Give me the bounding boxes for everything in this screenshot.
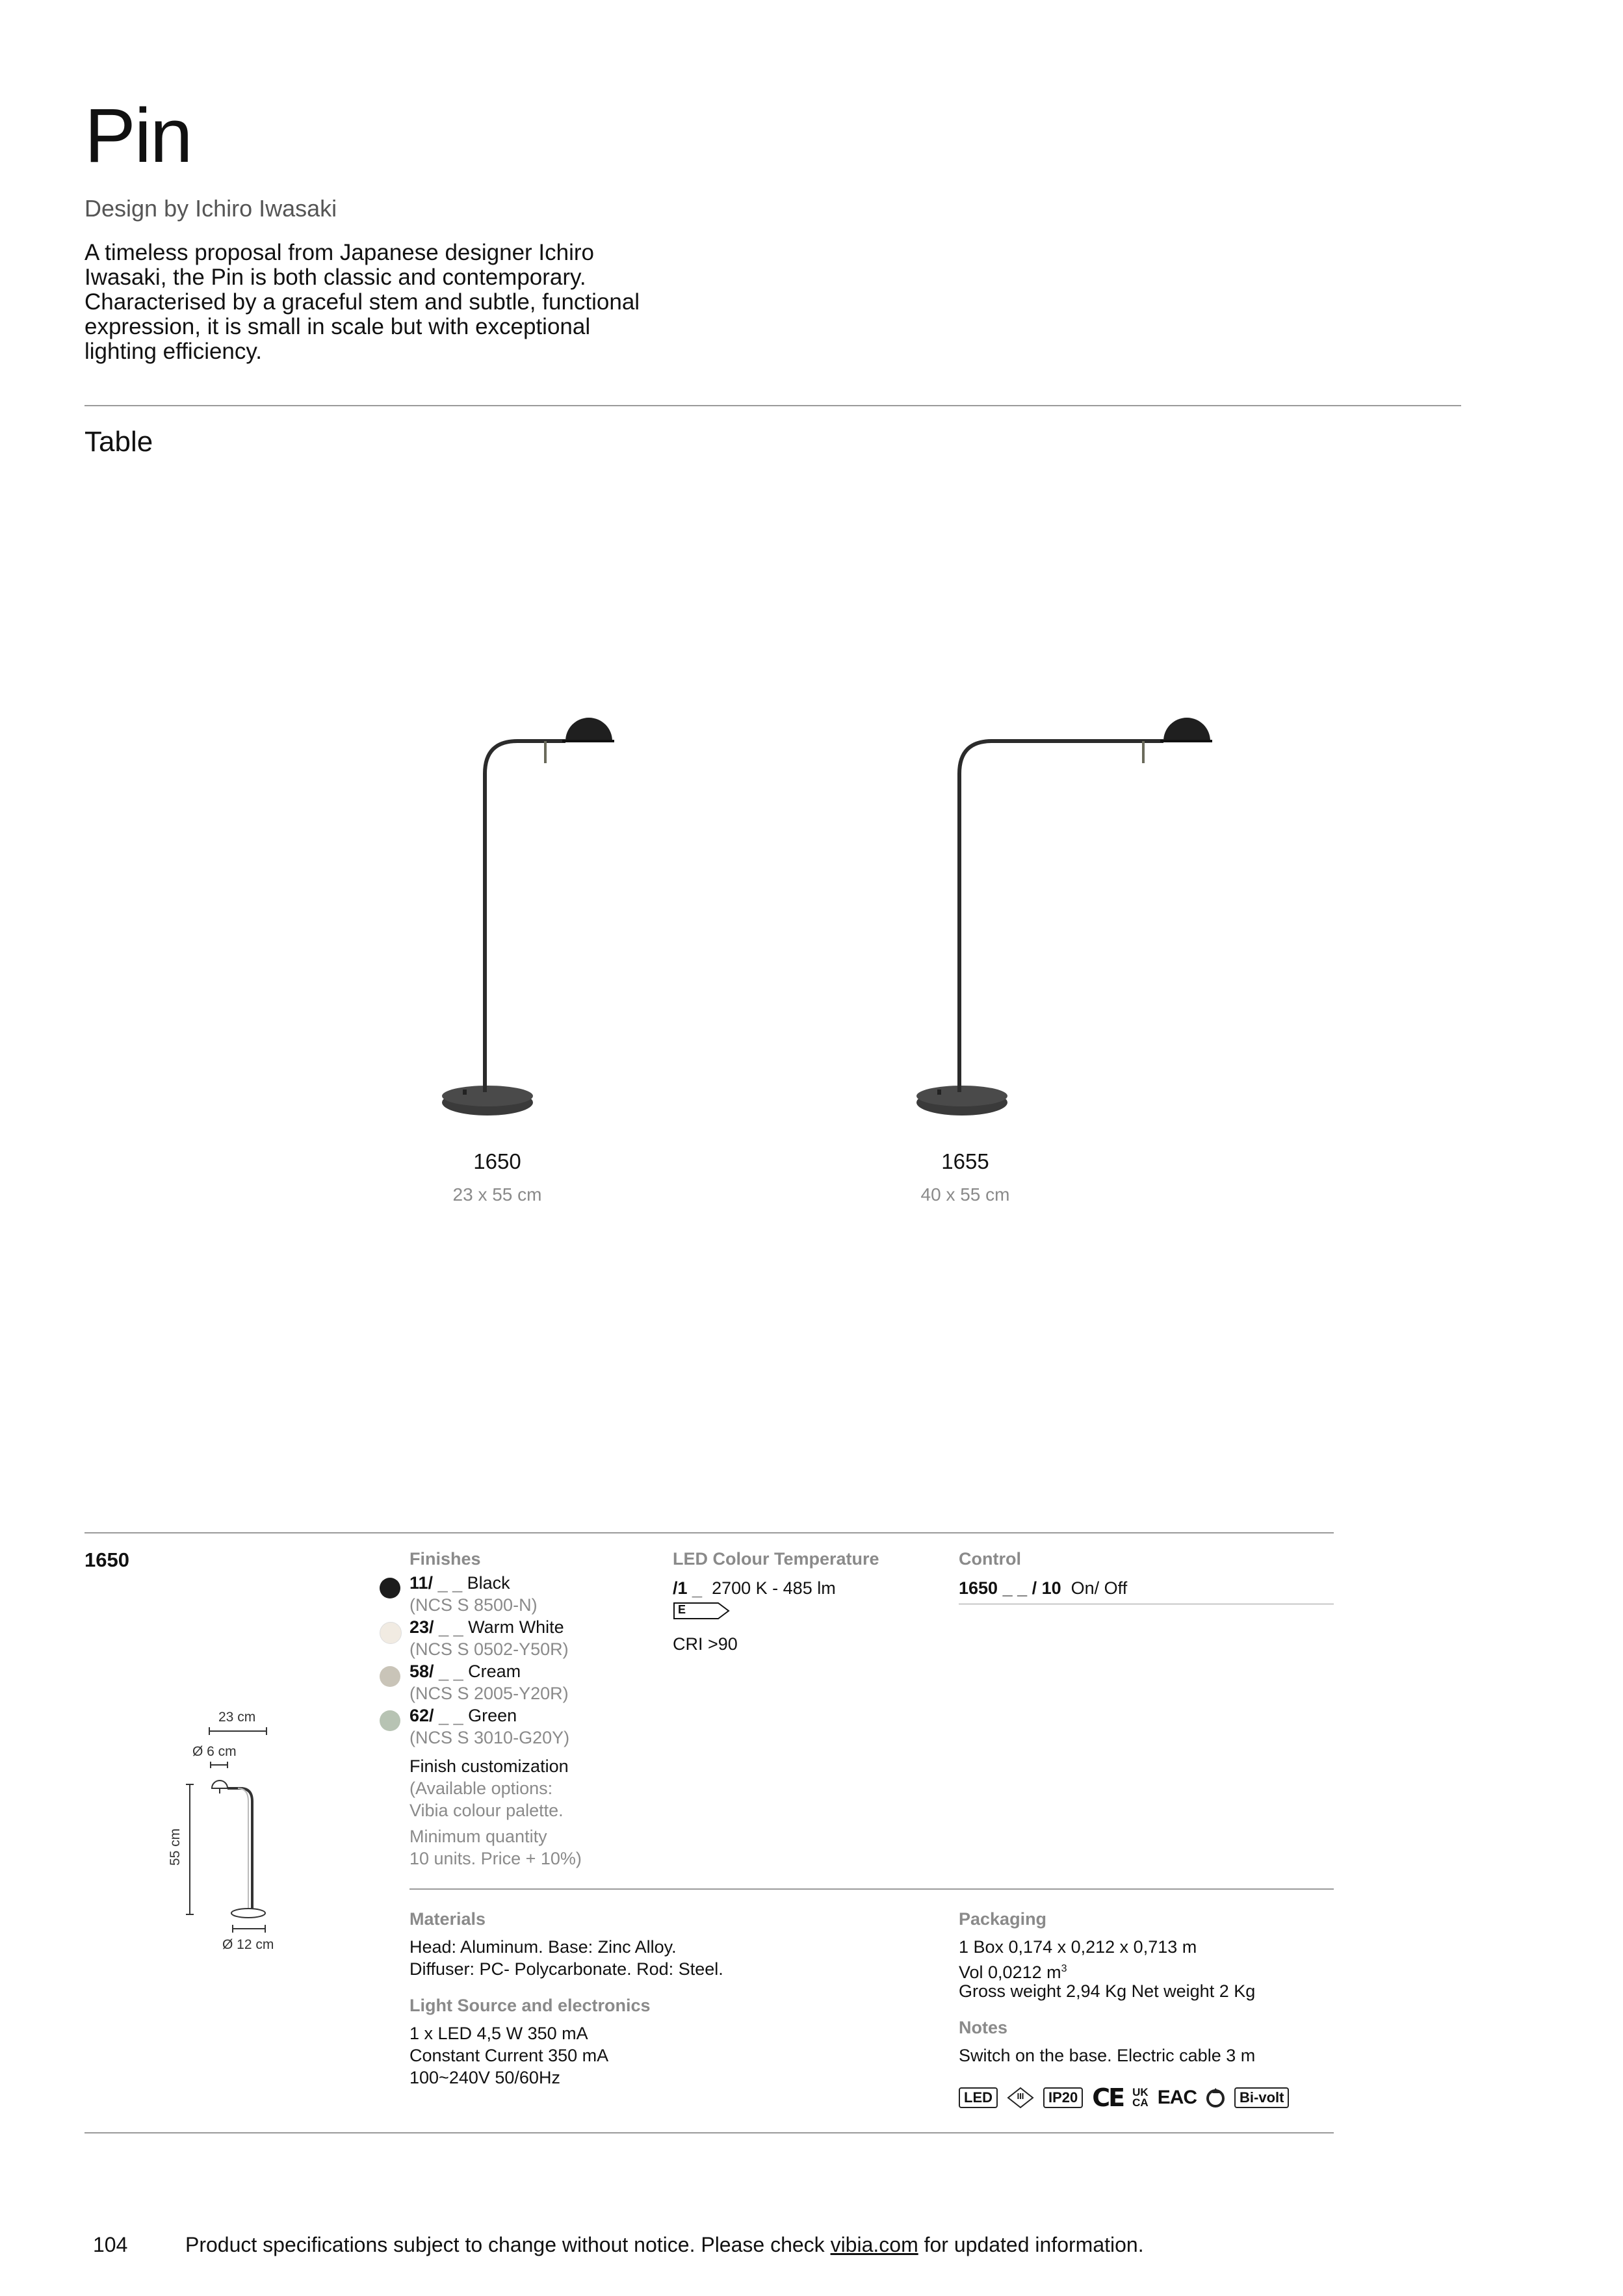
minimum-quantity-line1: Minimum quantity: [409, 1827, 547, 1846]
recycling-icon: [1206, 2087, 1225, 2109]
finish-warm-white-ncs: (NCS S 0502-Y50R): [409, 1639, 569, 1659]
finish-warm-white: [409, 1616, 564, 1638]
spec-product-code: 1650: [84, 1548, 129, 1571]
product-1655-code: 1655: [941, 1149, 989, 1173]
materials-line2: Diffuser: PC- Polycarbonate. Rod: Steel.: [409, 1959, 723, 1979]
led-cri: CRI >90: [673, 1634, 738, 1654]
light-source-line2: Constant Current 350 mA: [409, 2046, 609, 2065]
materials-label: Materials: [409, 1909, 486, 1929]
dimension-drawing: [175, 1726, 292, 1940]
designer-credit: Design by Ichiro Iwasaki: [84, 195, 337, 222]
spec-mid-divider: [409, 1888, 1334, 1890]
notes-line1: Switch on the base. Electric cable 3 m: [959, 2046, 1256, 2065]
finish-green: [409, 1704, 517, 1727]
led-label: LED Colour Temperature: [673, 1549, 879, 1569]
ip20-icon: IP20: [1043, 2087, 1083, 2108]
drawing-width-label: 23 cm: [218, 1710, 256, 1725]
packaging-volume-value: Vol 0,0212 m: [959, 1963, 1061, 1982]
finish-name: Green: [468, 1706, 517, 1725]
drawing-base-diameter-label: Ø 12 cm: [222, 1937, 274, 1952]
finish-blank: _ _: [439, 1617, 463, 1637]
product-1650-code: 1650: [473, 1149, 521, 1173]
finish-code: 11/: [409, 1573, 434, 1593]
page-title: Pin: [84, 93, 192, 179]
swatch-warm-white: [380, 1622, 402, 1644]
packaging-volume-unit-exponent: 3: [1061, 1963, 1067, 1974]
finish-name: Cream: [468, 1662, 521, 1681]
ce-mark-icon: CE: [1092, 2083, 1124, 2112]
bivolt-icon: Bi-volt: [1234, 2087, 1289, 2108]
vibia-link[interactable]: vibia.com: [830, 2233, 918, 2256]
finish-name: Black: [467, 1573, 510, 1593]
led-blank: _: [692, 1578, 703, 1598]
control-option: [959, 1577, 1127, 1599]
packaging-line1: 1 Box 0,174 x 0,212 x 0,713 m: [959, 1937, 1197, 1957]
control-code: 1650 _ _ / 10: [959, 1578, 1061, 1598]
packaging-label: Packaging: [959, 1909, 1047, 1929]
light-source-line3: 100~240V 50/60Hz: [409, 2068, 560, 2087]
control-value: On/ Off: [1071, 1578, 1128, 1598]
light-source-line1: 1 x LED 4,5 W 350 mA: [409, 2024, 588, 2043]
footer-disclaimer: [185, 2233, 1144, 2257]
materials-line1: Head: Aluminum. Base: Zinc Alloy.: [409, 1937, 677, 1957]
page-number: 104: [93, 2233, 128, 2256]
product-1655-dimensions: 40 x 55 cm: [920, 1184, 1010, 1205]
energy-class: E: [678, 1603, 686, 1616]
notes-label: Notes: [959, 2018, 1008, 2037]
swatch-black: [380, 1578, 400, 1598]
finish-blank: _ _: [437, 1573, 463, 1593]
packaging-weight: Gross weight 2,94 Kg Net weight 2 Kg: [959, 1981, 1256, 2001]
finish-blank: _ _: [439, 1662, 463, 1681]
finish-customization-line2: Vibia colour palette.: [409, 1801, 564, 1820]
led-value: 2700 K - 485 lm: [712, 1578, 836, 1598]
eac-mark-icon: EAC: [1157, 2087, 1197, 2108]
finish-code: 62/: [409, 1706, 434, 1725]
lamp-1655-image: [890, 702, 1215, 1131]
finish-cream-ncs: (NCS S 2005-Y20R): [409, 1684, 569, 1703]
spec-bottom-divider: [84, 2132, 1334, 2133]
finishes-label: Finishes: [409, 1549, 481, 1569]
finish-green-ncs: (NCS S 3010-G20Y): [409, 1728, 570, 1747]
finish-code: 23/: [409, 1617, 434, 1637]
led-option: [673, 1577, 836, 1599]
finish-code: 58/: [409, 1662, 434, 1681]
class-iii-icon: [1007, 2087, 1034, 2109]
ukca-bottom: CA: [1132, 2096, 1149, 2109]
led-icon: LED: [959, 2087, 998, 2108]
finish-blank: _ _: [439, 1706, 463, 1725]
drawing-head-diameter-label: Ø 6 cm: [192, 1744, 237, 1759]
minimum-quantity-line2: 10 units. Price + 10%): [409, 1849, 582, 1868]
light-source-label: Light Source and electronics: [409, 1996, 651, 2015]
swatch-cream: [380, 1666, 400, 1687]
intro-paragraph: A timeless proposal from Japanese designer Ichiro Iwasaki, the Pin is both classic and contemporary. Characterised by a graceful stem and subtle, functional expression, it is small in scale but with exceptional lighting efficiency.: [84, 240, 640, 364]
drawing-height-label: 55 cm: [168, 1828, 183, 1866]
finish-name: Warm White: [468, 1617, 564, 1637]
header-divider: [84, 405, 1461, 406]
certification-icons: [959, 2085, 1289, 2111]
ukca-top: UK: [1132, 2086, 1149, 2098]
finish-customization-title: Finish customization: [409, 1756, 569, 1776]
class-iii-text: III: [1017, 2091, 1024, 2101]
swatch-green: [380, 1710, 400, 1731]
ukca-mark-icon: [1132, 2087, 1149, 2108]
lamp-1650-image: [429, 702, 624, 1131]
spec-top-divider: [84, 1532, 1334, 1533]
footer-text-after: for updated information.: [918, 2233, 1144, 2256]
product-1650-dimensions: 23 x 55 cm: [452, 1184, 542, 1205]
finish-black: [409, 1572, 510, 1594]
footer-text-before: Product specifications subject to change without notice. Please check: [185, 2233, 831, 2256]
finish-customization-line1: (Available options:: [409, 1779, 553, 1798]
section-heading: Table: [84, 426, 153, 458]
finish-black-ncs: (NCS S 8500-N): [409, 1595, 538, 1615]
led-code: /1: [673, 1578, 688, 1598]
control-label: Control: [959, 1549, 1021, 1569]
finish-cream: [409, 1660, 521, 1682]
